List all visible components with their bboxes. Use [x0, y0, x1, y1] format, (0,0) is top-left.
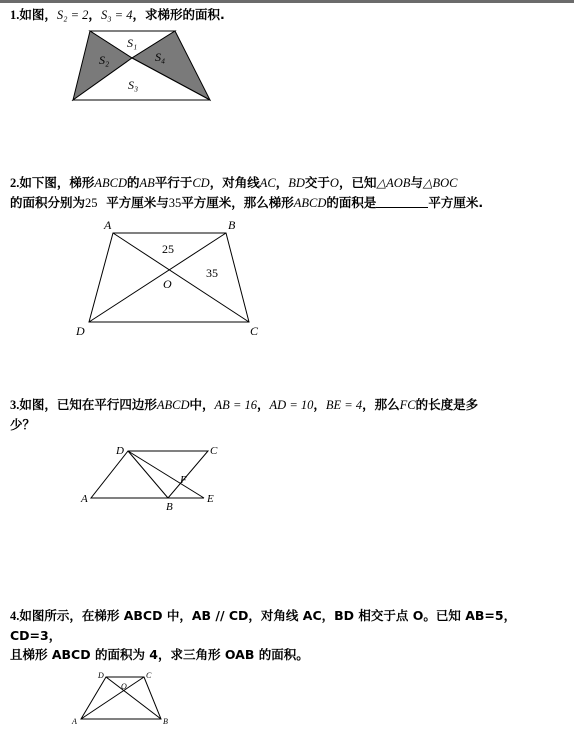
question-text: 的面积是: [326, 195, 377, 210]
question-number: 3.: [10, 398, 20, 412]
label-s2: S₂: [99, 53, 110, 67]
math-o: O: [329, 176, 339, 190]
area-35: 35: [206, 266, 218, 280]
question-text: 如下图，梯形: [19, 175, 95, 190]
vertex-a: A: [81, 493, 88, 505]
point-o: O: [163, 277, 172, 291]
math-s2: S₂ = 2: [56, 8, 89, 22]
question-number: 4.: [10, 609, 20, 623]
question-text: ，: [313, 397, 326, 412]
question-text: ，求梯形的面积.: [132, 7, 225, 22]
question-text: 平行于: [154, 175, 193, 190]
point-f: F: [180, 474, 187, 486]
question-text: 的面积分别为: [10, 195, 86, 210]
question-text: ，那么: [362, 397, 400, 412]
vertex-b: B: [163, 717, 168, 726]
question-number: 2.: [10, 176, 20, 190]
vertex-b: B: [228, 218, 236, 232]
math-boc: △BOC: [422, 176, 458, 190]
vertex-c: C: [250, 324, 259, 338]
question-text: 与: [410, 175, 423, 190]
question-number: 1.: [10, 8, 20, 22]
value-25: 25: [85, 196, 98, 210]
question-text: 少？: [10, 417, 36, 432]
vertex-d: D: [116, 445, 124, 457]
question-text: 中，: [189, 397, 215, 412]
vertex-d: D: [76, 324, 85, 338]
math-ad: AD = 10: [269, 398, 314, 412]
question-text: 的长度是多: [415, 397, 479, 412]
question-text: 如图所示，在梯形 ABCD 中，AB // CD，对角线 AC，BD 相交于点 O。已知 AB=5，CD=3，: [10, 608, 517, 643]
math-ac: AC: [259, 176, 276, 190]
question-text: ，: [275, 175, 289, 190]
vertex-b: B: [166, 501, 173, 513]
question-text: 平方厘米.: [428, 195, 484, 210]
diagonal-ac: [81, 677, 144, 719]
question-text: 平方厘米与: [106, 195, 169, 210]
question-text: ，: [257, 397, 270, 412]
math-aob: △AOB: [376, 176, 411, 190]
question-text: ，已知: [338, 175, 377, 190]
label-s1: S₁: [127, 36, 138, 50]
math-ab: AB: [139, 176, 155, 190]
math-be: BE = 4: [325, 398, 363, 412]
label-s3: S₃: [128, 78, 139, 92]
math-bd: BD: [288, 176, 305, 190]
point-o: O: [121, 682, 127, 691]
question-text: 的: [127, 175, 140, 190]
vertex-a: A: [104, 218, 112, 232]
math-abcd: ABCD: [156, 398, 190, 412]
vertex-c: C: [210, 445, 218, 457]
vertex-d: D: [98, 671, 104, 680]
value-35: 35: [168, 196, 182, 210]
math-ab: AB = 16: [214, 398, 258, 412]
point-e: E: [207, 493, 214, 505]
area-25: 25: [162, 242, 174, 256]
question-text: 如图，: [19, 7, 57, 22]
math-cd: CD: [192, 176, 210, 190]
question-text: 且梯形 ABCD 的面积为 4，求三角形 OAB 的面积。: [10, 647, 309, 662]
vertex-a: A: [72, 717, 77, 726]
math-abcd: ABCD: [293, 196, 327, 210]
math-fc: FC: [399, 398, 416, 412]
vertex-c: C: [146, 671, 152, 680]
question-text: 交于: [304, 175, 330, 190]
question-text: ，对角线: [209, 175, 260, 190]
label-s4: S₄: [155, 50, 166, 64]
question-text: 如图，已知在平行四边形: [19, 397, 157, 412]
math-abcd: ABCD: [94, 176, 128, 190]
question-text: ，: [88, 7, 101, 22]
math-s3: S₃ = 4: [100, 8, 133, 22]
question-text: 平方厘米，那么梯形: [181, 195, 294, 210]
